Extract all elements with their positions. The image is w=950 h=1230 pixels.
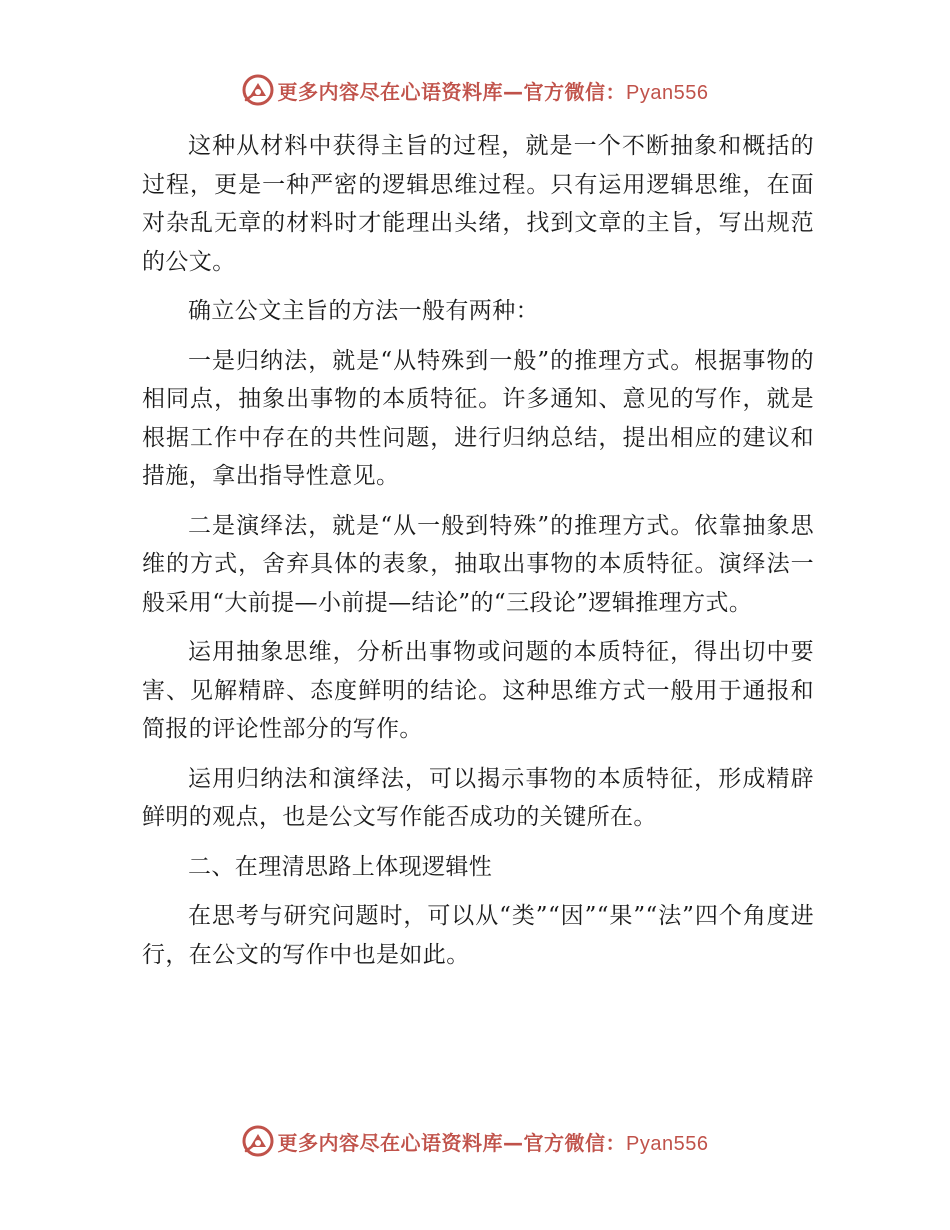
header-banner-brand: Pyan556 bbox=[626, 81, 709, 104]
paragraph: 在思考与研究问题时，可以从“类”“因”“果”“法”四个角度进行，在公文的写作中也是如此。 bbox=[142, 903, 814, 968]
footer-banner-brand: Pyan556 bbox=[626, 1132, 709, 1155]
logo-icon bbox=[242, 1125, 274, 1157]
document-body bbox=[142, 127, 814, 985]
paragraph: 确立公文主旨的方法一般有两种： bbox=[188, 298, 539, 324]
paragraph: 运用抽象思维，分析出事物或问题的本质特征，得出切中要害、见解精辟、态度鲜明的结论。这种思维方式一般用于通报和简报的评论性部分的写作。 bbox=[142, 639, 814, 742]
section-heading: 二、在理清思路上体现逻辑性 bbox=[188, 853, 493, 880]
logo-icon bbox=[242, 74, 274, 106]
header-banner bbox=[0, 70, 950, 110]
footer-banner bbox=[0, 1121, 950, 1161]
paragraph: 这种从材料中获得主旨的过程，就是一个不断抽象和概括的过程，更是一种严密的逻辑思维过程。只有运用逻辑思维，在面对杂乱无章的材料时才能理出头绪，找到文章的主旨，写出规范的公文。 bbox=[142, 133, 814, 275]
paragraph: 运用归纳法和演绎法，可以揭示事物的本质特征，形成精辟鲜明的观点，也是公文写作能否成功的关键所在。 bbox=[142, 765, 814, 830]
paragraph: 一是归纳法，就是“从特殊到一般”的推理方式。根据事物的相同点，抽象出事物的本质特征。许多通知、意见的写作，就是根据工作中存在的共性问题，进行归纳总结，提出相应的建议和措施，拿出指导性意见。 bbox=[142, 347, 814, 489]
footer-banner-text: 更多内容尽在心语资料库—官方微信：Pyan556 bbox=[277, 1130, 709, 1155]
header-banner-text: 更多内容尽在心语资料库—官方微信：Pyan556 bbox=[277, 79, 709, 104]
paragraph: 二是演绎法，就是“从一般到特殊”的推理方式。依靠抽象思维的方式，舍弃具体的表象，抽取出事物的本质特征。演绎法一般采用“大前提—小前提—结论”的“三段论”逻辑推理方式。 bbox=[142, 512, 814, 616]
